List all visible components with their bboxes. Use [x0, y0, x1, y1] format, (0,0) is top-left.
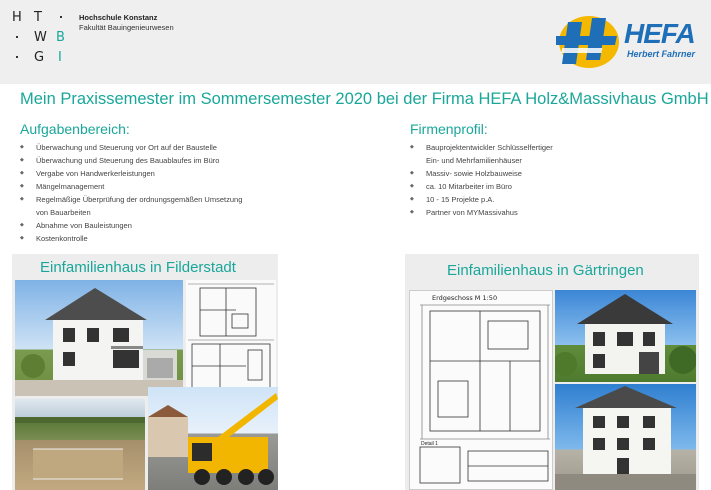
logo-dot [16, 36, 18, 38]
hefa-wordmark: HEFA [624, 18, 695, 49]
logo-dot [60, 16, 62, 18]
list-item-continuation: von Bauarbeiten [36, 208, 91, 217]
floor-plan-drawing [186, 280, 276, 396]
list-item-continuation: Ein- und Mehrfamilienhäuser [426, 156, 522, 165]
project-panel-filderstadt [12, 254, 278, 490]
logo-dot [16, 56, 18, 58]
list-item: ◆ Partner von MYMassivahus [410, 206, 700, 219]
list-item: ◆ 10 - 15 Projekte p.A. [410, 193, 700, 206]
logo-letter: H [12, 10, 22, 25]
list-item: ◆ Kostenkontrolle [20, 232, 320, 245]
project-title: Einfamilienhaus in Gärtringen [447, 262, 644, 279]
house-photo [555, 384, 696, 490]
page-title: Mein Praxissemester im Sommersemester 2020 bei der Firma HEFA Holz&Massivhaus GmbH [20, 90, 709, 108]
list-item: ◆ Überwachung und Steuerung vor Ort auf der Baustelle [20, 141, 320, 154]
plan-label: Erdgeschoss M 1:50 [432, 294, 498, 302]
house-photo [15, 280, 183, 396]
institution-name: Hochschule Konstanz [79, 13, 158, 22]
list-item: ◆ Massiv- sowie Holzbauweise [410, 167, 700, 180]
logo-letter: G [34, 50, 45, 65]
project-panel-gaertringen [405, 254, 699, 490]
profile-heading: Firmenprofil: [410, 121, 488, 137]
construction-site-photo [15, 399, 145, 490]
list-item [20, 193, 320, 219]
profile-list [410, 141, 700, 219]
header-bar [0, 0, 711, 84]
logo-letter: T [34, 10, 42, 25]
detail-label: Detail 1 [421, 441, 438, 447]
list-item-text: Bauprojektentwickler Schlüsselfertiger [426, 143, 553, 152]
list-item: ◆ Mängelmanagement [20, 180, 320, 193]
logo-letter: I [58, 50, 62, 65]
logo-letter: W [34, 30, 47, 45]
project-title: Einfamilienhaus in Filderstadt [40, 259, 236, 276]
tasks-heading: Aufgabenbereich: [20, 121, 130, 137]
hefa-subtitle: Herbert Fahrner [627, 49, 696, 59]
faculty-name: Fakultät Bauingenieurwesen [79, 23, 174, 32]
list-item-text: Regelmäßige Überprüfung der ordnungsgemäßen Umsetzung [36, 195, 243, 204]
list-item: ◆ ca. 10 Mitarbeiter im Büro [410, 180, 700, 193]
logo-letter: B [56, 30, 65, 45]
house-photo [555, 290, 696, 382]
list-item: ◆ Abnahme von Bauleistungen [20, 219, 320, 232]
htwg-logo [12, 10, 72, 70]
floor-plan-drawing [409, 290, 553, 490]
list-item: ◆ Vergabe von Handwerkerleistungen [20, 167, 320, 180]
crane-photo [148, 387, 278, 490]
list-item: ◆ Überwachung und Steuerung des Bauablaufes im Büro [20, 154, 320, 167]
tasks-list [20, 141, 320, 245]
list-item [410, 141, 700, 167]
